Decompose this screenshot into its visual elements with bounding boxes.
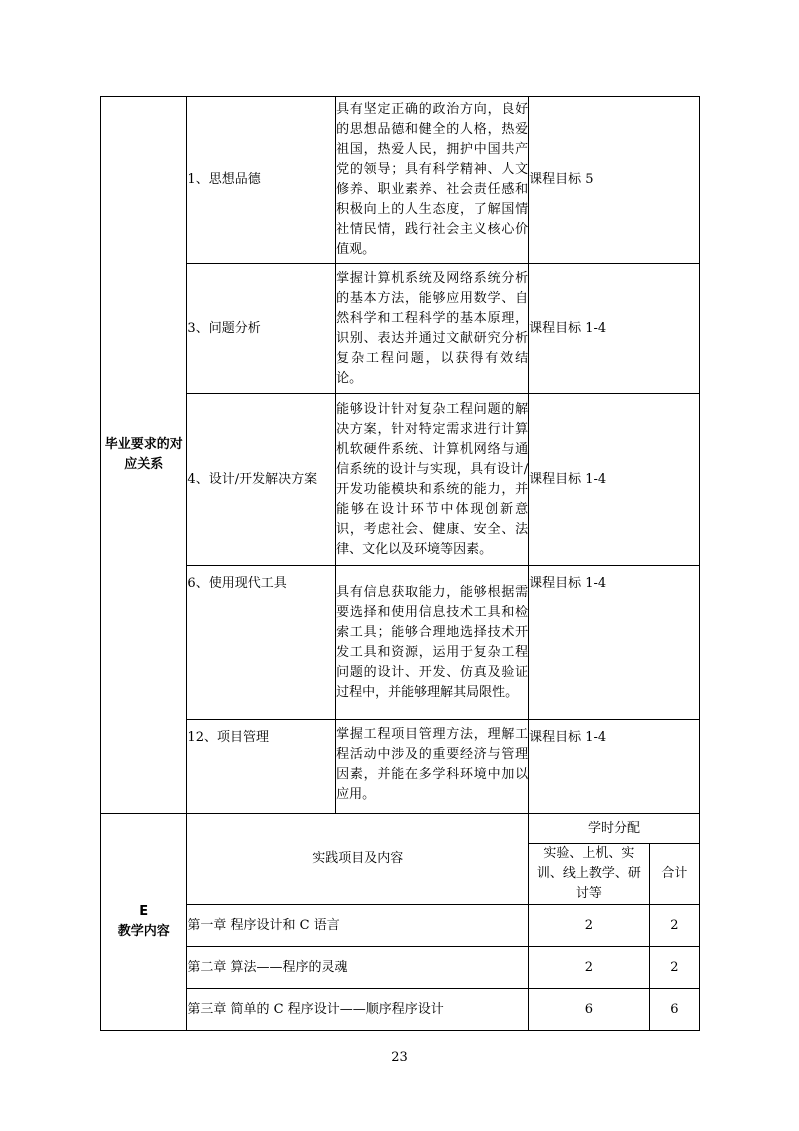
- total-cell: 2: [649, 905, 699, 947]
- mapping-row: [101, 97, 700, 264]
- total-header: 合计: [649, 844, 699, 905]
- project-header: 实践项目及内容: [187, 814, 529, 905]
- total-cell: 6: [649, 989, 699, 1031]
- description-cell: 掌握工程项目管理方法，理解工程活动中涉及的重要经济与管理因素，并能在多学科环境中加以应用。: [336, 720, 529, 814]
- target-cell: 课程目标 5: [529, 97, 700, 264]
- section-content: [101, 814, 187, 1031]
- requirement-cell: 3、问题分析: [187, 264, 336, 394]
- target-cell: 课程目标 1-4: [529, 566, 700, 720]
- page-number: 23: [391, 1050, 408, 1065]
- mapping-row: [101, 394, 700, 566]
- total-cell: 2: [649, 947, 699, 989]
- description-cell: 能够设计针对复杂工程问题的解决方案，针对特定需求进行计算机软硬件系统、计算机网络与通信系统的设计与实现，具有设计/开发功能模块和系统的能力，并能够在设计环节中体现创新意识，考虑社会、健康、安全、法律、文化以及环境等因素。: [336, 394, 529, 566]
- requirement-cell: 12、项目管理: [187, 720, 336, 814]
- chapter-cell: 第一章 程序设计和 C 语言: [187, 905, 529, 947]
- description-cell: 具有坚定正确的政治方向，良好的思想品德和健全的人格，热爱祖国，热爱人民，拥护中国共产党的领导；具有科学精神、人文修养、职业素养、社会责任感和积极向上的人生态度，了解国情社情民情，践行社会主义核心价值观。: [336, 97, 529, 264]
- target-cell: 课程目标 1-4: [529, 264, 700, 394]
- hours-header: 学时分配: [529, 814, 700, 844]
- content-header-row: [101, 814, 700, 844]
- target-cell: 课程目标 1-4: [529, 720, 700, 814]
- hours-cell: 2: [529, 947, 650, 989]
- chapter-cell: 第二章 算法——程序的灵魂: [187, 947, 529, 989]
- section-mapping-label: 毕业要求的对应关系: [101, 97, 187, 814]
- content-row: [101, 947, 700, 989]
- chapter-cell: 第三章 简单的 C 程序设计——顺序程序设计: [187, 989, 529, 1031]
- requirement-cell: 6、使用现代工具: [187, 566, 336, 720]
- description-cell: 掌握计算机系统及网络系统分析的基本方法，能够应用数学、自然科学和工程科学的基本原理，识别、表达并通过文献研究分析复杂工程问题，以获得有效结论。: [336, 264, 529, 394]
- content-row: [101, 989, 700, 1031]
- hours-cell: 6: [529, 989, 650, 1031]
- description-cell: 具有信息获取能力，能够根据需要选择和使用信息技术工具和检索工具；能够合理地选择技术开发工具和资源，运用于复杂工程问题的设计、开发、仿真及验证过程中，并能够理解其局限性。: [336, 566, 529, 720]
- requirement-cell: 4、设计/开发解决方案: [187, 394, 336, 566]
- mapping-row: [101, 566, 700, 720]
- section-letter: E: [139, 904, 149, 919]
- mapping-row: [101, 264, 700, 394]
- hour-types-header: 实验、上机、实训、线上教学、研讨等: [529, 844, 650, 905]
- content-row: [101, 905, 700, 947]
- course-table: [100, 96, 700, 1031]
- mapping-row: [101, 720, 700, 814]
- requirement-cell: 1、思想品德: [187, 97, 336, 264]
- section-content-label: 教学内容: [117, 924, 170, 939]
- target-cell: 课程目标 1-4: [529, 394, 700, 566]
- hours-cell: 2: [529, 905, 650, 947]
